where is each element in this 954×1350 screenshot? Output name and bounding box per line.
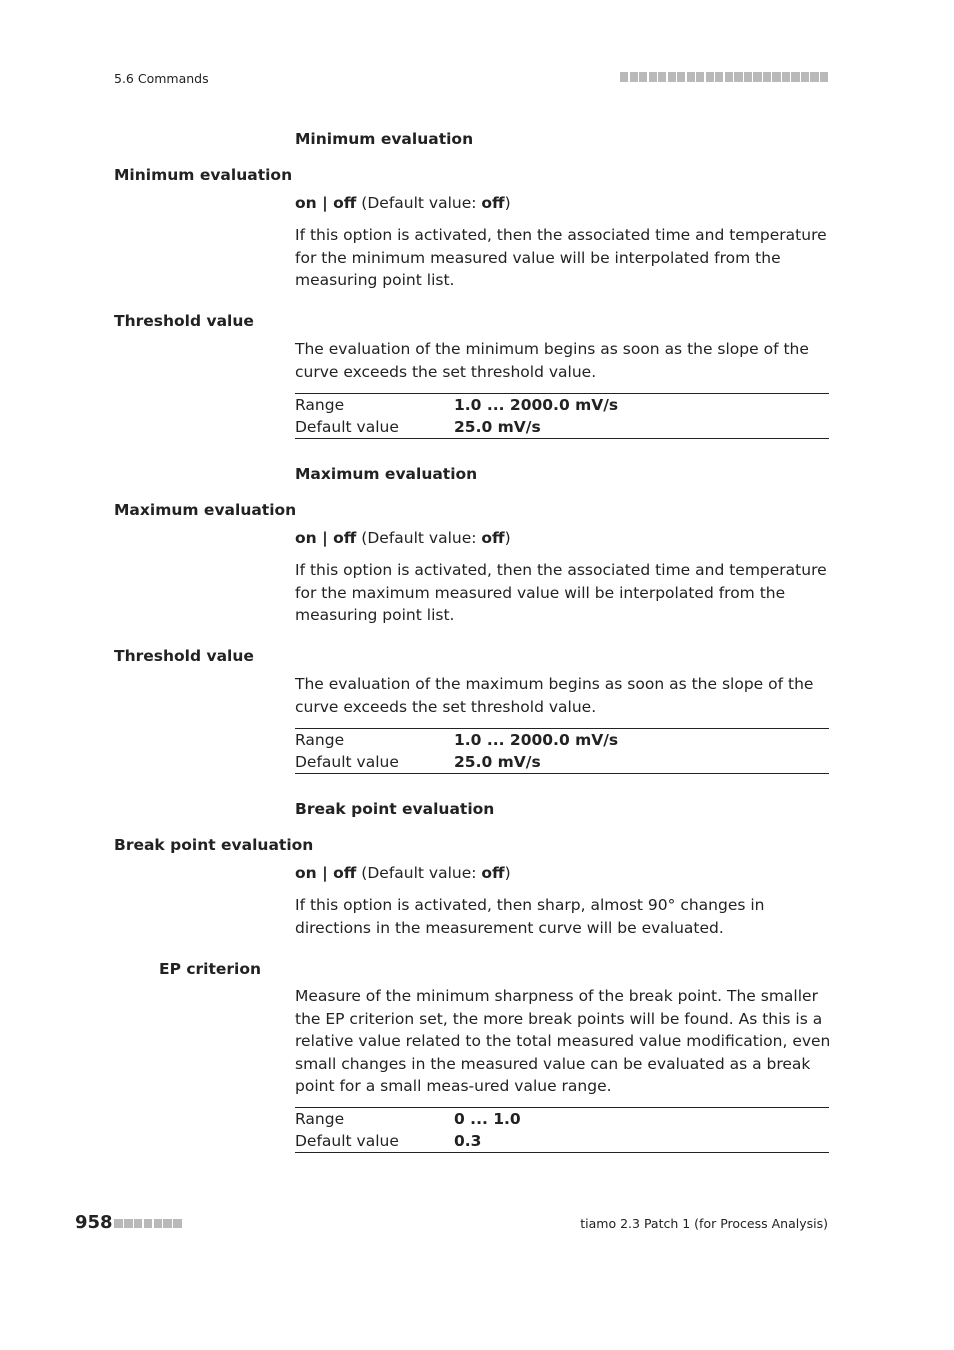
value-table (295, 393, 829, 439)
onoff-line: on | off (Default value: off) (295, 194, 511, 212)
threshold-description: The evaluation of the maximum begins as soon as the slope of the curve exceeds the set threshold value. (295, 675, 814, 716)
onoff-line: on | off (Default value: off) (295, 864, 511, 882)
threshold-description: The evaluation of the minimum begins as soon as the slope of the curve exceeds the set threshold value. (295, 340, 809, 381)
table-row: Default value 25.0 mV/s (295, 418, 541, 436)
section-heading: Maximum evaluation (295, 465, 478, 483)
table-row: Range 1.0 ... 2000.0 mV/s (295, 396, 619, 414)
header-decoration (620, 72, 828, 82)
threshold-label: Threshold value (114, 312, 254, 330)
param-label: Maximum evaluation (114, 501, 297, 519)
param-label: Break point evaluation (114, 836, 314, 854)
section-heading: Break point evaluation (295, 800, 495, 818)
param-description: If this option is activated, then sharp, almost 90° changes in directions in the measurement curve will be evaluated. (295, 896, 765, 937)
section-heading: Minimum evaluation (295, 130, 474, 148)
ep-criterion-description: Measure of the minimum sharpness of the break point. The smaller the EP criterion set, the more break points will be found. As this is a relative value related to the total measured value modification, even small changes in the measured value can be evaluated as a break point for a small meas-ured value range. (295, 987, 831, 1095)
threshold-label: Threshold value (114, 647, 254, 665)
onoff-line: on | off (Default value: off) (295, 529, 511, 547)
ep-criterion-label: EP criterion (159, 960, 262, 978)
footer-product: tiamo 2.3 Patch 1 (for Process Analysis) (580, 1216, 828, 1231)
footer-decoration (114, 1219, 182, 1228)
value-table (295, 1107, 829, 1153)
table-row: Range 1.0 ... 2000.0 mV/s (295, 731, 619, 749)
param-label: Minimum evaluation (114, 166, 293, 184)
running-header-section: 5.6 Commands (114, 71, 209, 86)
param-description: If this option is activated, then the associated time and temperature for the minimum measured value will be interpolated from the measuring point list. (295, 226, 827, 289)
param-description: If this option is activated, then the associated time and temperature for the maximum measured value will be interpolated from the measuring point list. (295, 561, 827, 624)
table-row: Default value 25.0 mV/s (295, 753, 541, 771)
table-row: Range 0 ... 1.0 (295, 1110, 521, 1128)
page-number: 958 (75, 1212, 113, 1233)
table-row: Default value 0.3 (295, 1132, 482, 1150)
value-table (295, 728, 829, 774)
